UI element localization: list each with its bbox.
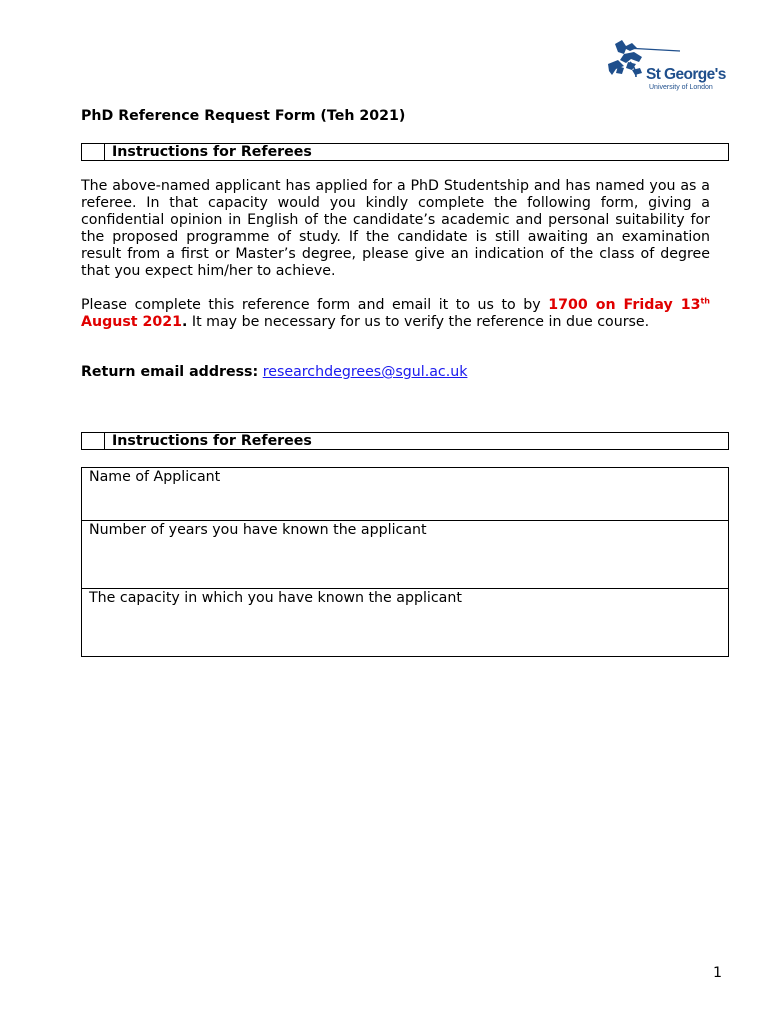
field-label: Number of years you have known the applicant [89, 522, 427, 538]
page-number: 1 [713, 965, 723, 981]
section-header-referee-details [81, 432, 729, 450]
section-header-instructions [81, 143, 729, 161]
deadline-period: . [182, 314, 188, 330]
deadline-lead-text: Please complete this reference form and email it to us to by [81, 297, 549, 313]
deadline-date: 1700 on Friday 13th August 2021 [81, 296, 710, 330]
university-logo [606, 40, 726, 96]
field-label: Name of Applicant [89, 469, 221, 485]
field-years-known[interactable] [82, 520, 728, 588]
section-header-label: Instructions for Referees [112, 433, 312, 449]
return-email-line [81, 364, 467, 380]
field-capacity-known[interactable] [82, 588, 728, 656]
logo-name: St George's [646, 66, 726, 83]
field-label: The capacity in which you have known the applicant [89, 590, 462, 606]
return-email-label: Return email address: [81, 364, 259, 380]
section-header-label: Instructions for Referees [112, 144, 312, 160]
page-title: PhD Reference Request Form (Teh 2021) [81, 108, 406, 124]
deadline-tail-text: It may be necessary for us to verify the reference in due course. [187, 314, 650, 330]
section-header-marker-cell [82, 144, 105, 160]
field-name-of-applicant[interactable] [82, 469, 728, 520]
intro-paragraph: The above-named applicant has applied for a PhD Studentship and has named you as a referee. In that capacity would you kindly complete the following form, giving a confidential opinion in English of the candidate’s academic and personal suitability for the proposed programme of study. If the candidate is still awaiting an examination result from a first or Master’s degree, please give an indication of the class of degree that you expect him/her to achieve. [81, 178, 710, 279]
section-header-marker-cell [82, 433, 105, 449]
applicant-details-table [81, 467, 729, 657]
logo-subtitle: University of London [649, 84, 713, 91]
return-email-link[interactable]: researchdegrees@sgul.ac.uk [262, 364, 468, 380]
deadline-paragraph [81, 297, 710, 331]
